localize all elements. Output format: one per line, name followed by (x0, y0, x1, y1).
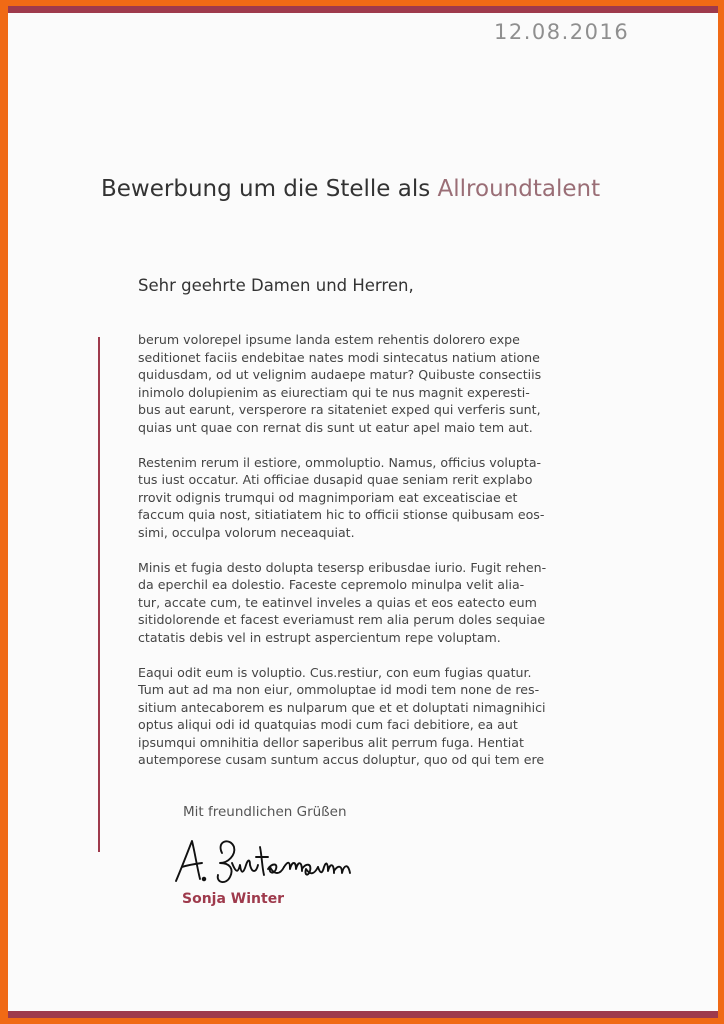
body-text-line: Eaqui odit eum is voluptio. Cus.restiur, con eum fugias quatur. (138, 664, 532, 680)
body-text-line: tur, accate cum, te eatinvel inveles a quias et eos eatecto eum (138, 594, 537, 610)
body-text-line: autemporese cusam suntum accus doluptur, quo od qui tem ere (138, 752, 545, 768)
bottom-accent-stripe (8, 1011, 718, 1018)
body-text-line: Tum aut ad ma non eiur, ommoluptae id modi tem none de res- (138, 682, 540, 698)
body-text-line: inimolo dolupienim as eiurectiam qui te nus magnit experesti- (138, 384, 530, 400)
body-text-line: berum volorepel ipsume landa estem rehentis dolorero expe (138, 332, 520, 347)
body-paragraph (138, 454, 614, 542)
body-paragraph (138, 331, 614, 437)
subject-line (101, 176, 600, 202)
body-text-line: rrovit odignis trumqui od magnimporiam eat exceatisciae et (138, 489, 518, 505)
body-text-line: faccum quia nost, sitiatiatem hic to officii stionse quibusam eos- (138, 507, 545, 523)
body-text-line: seditionet faciis endebitae nates modi sintecatus natium atione (138, 349, 540, 365)
body-text-line: sitium antecaborem es nulparum que et et doluptati nimagnihici (138, 699, 546, 715)
body-text-line: tus iust occatur. Ati officiae dusapid quae seniam rerit explabo (138, 472, 533, 488)
body-paragraph (138, 664, 614, 770)
handwritten-signature (170, 833, 360, 897)
top-accent-stripe (8, 6, 718, 13)
body-paragraph (138, 559, 614, 647)
letter-body (138, 331, 614, 786)
body-text-line: simi, occulpa volorum neceaquiat. (138, 524, 355, 540)
body-text-line: ipsumqui omnihitia dellor saperibus alit perrum fuga. Hentiat (138, 734, 524, 750)
subject-prefix: Bewerbung um die Stelle als (101, 176, 438, 202)
subject-position: Allroundtalent (437, 176, 601, 202)
body-text-line: sitidolorende et facest everiamust rem alia perum doles sequiae (138, 612, 546, 628)
body-text-line: Restenim rerum il estiore, ommoluptio. Namus, officius volupta- (138, 454, 542, 470)
closing-phrase: Mit freundlichen Grüßen (183, 804, 347, 820)
signer-name: Sonja Winter (182, 891, 285, 907)
body-text-line: quidusdam, od ut velignim audaepe matur? Quibuste consectiis (138, 367, 542, 383)
body-text-line: bus aut earunt, versperore ra sitateniet exped qui verferis sunt, (138, 402, 541, 418)
letter-date: 12.08.2016 (494, 20, 630, 44)
letter-page (8, 6, 718, 1018)
margin-accent-bar (98, 337, 100, 852)
body-text-line: ctatatis debis vel in estrupt aspercientum repe voluptam. (138, 629, 501, 645)
body-text-line: quias unt quae con rernat dis sunt ut eatur apel maio tem aut. (138, 419, 533, 435)
body-text-line: Minis et fugia desto dolupta tesersp eribusdae iurio. Fugit rehen- (138, 559, 547, 575)
body-text-line: optus aliqui odi id quatquias modi cum faci debitiore, ea aut (138, 717, 518, 733)
salutation: Sehr geehrte Damen und Herren, (138, 276, 414, 295)
body-text-line: da eperchil ea dolestio. Faceste cepremolo minulpa velit alia- (138, 577, 525, 593)
